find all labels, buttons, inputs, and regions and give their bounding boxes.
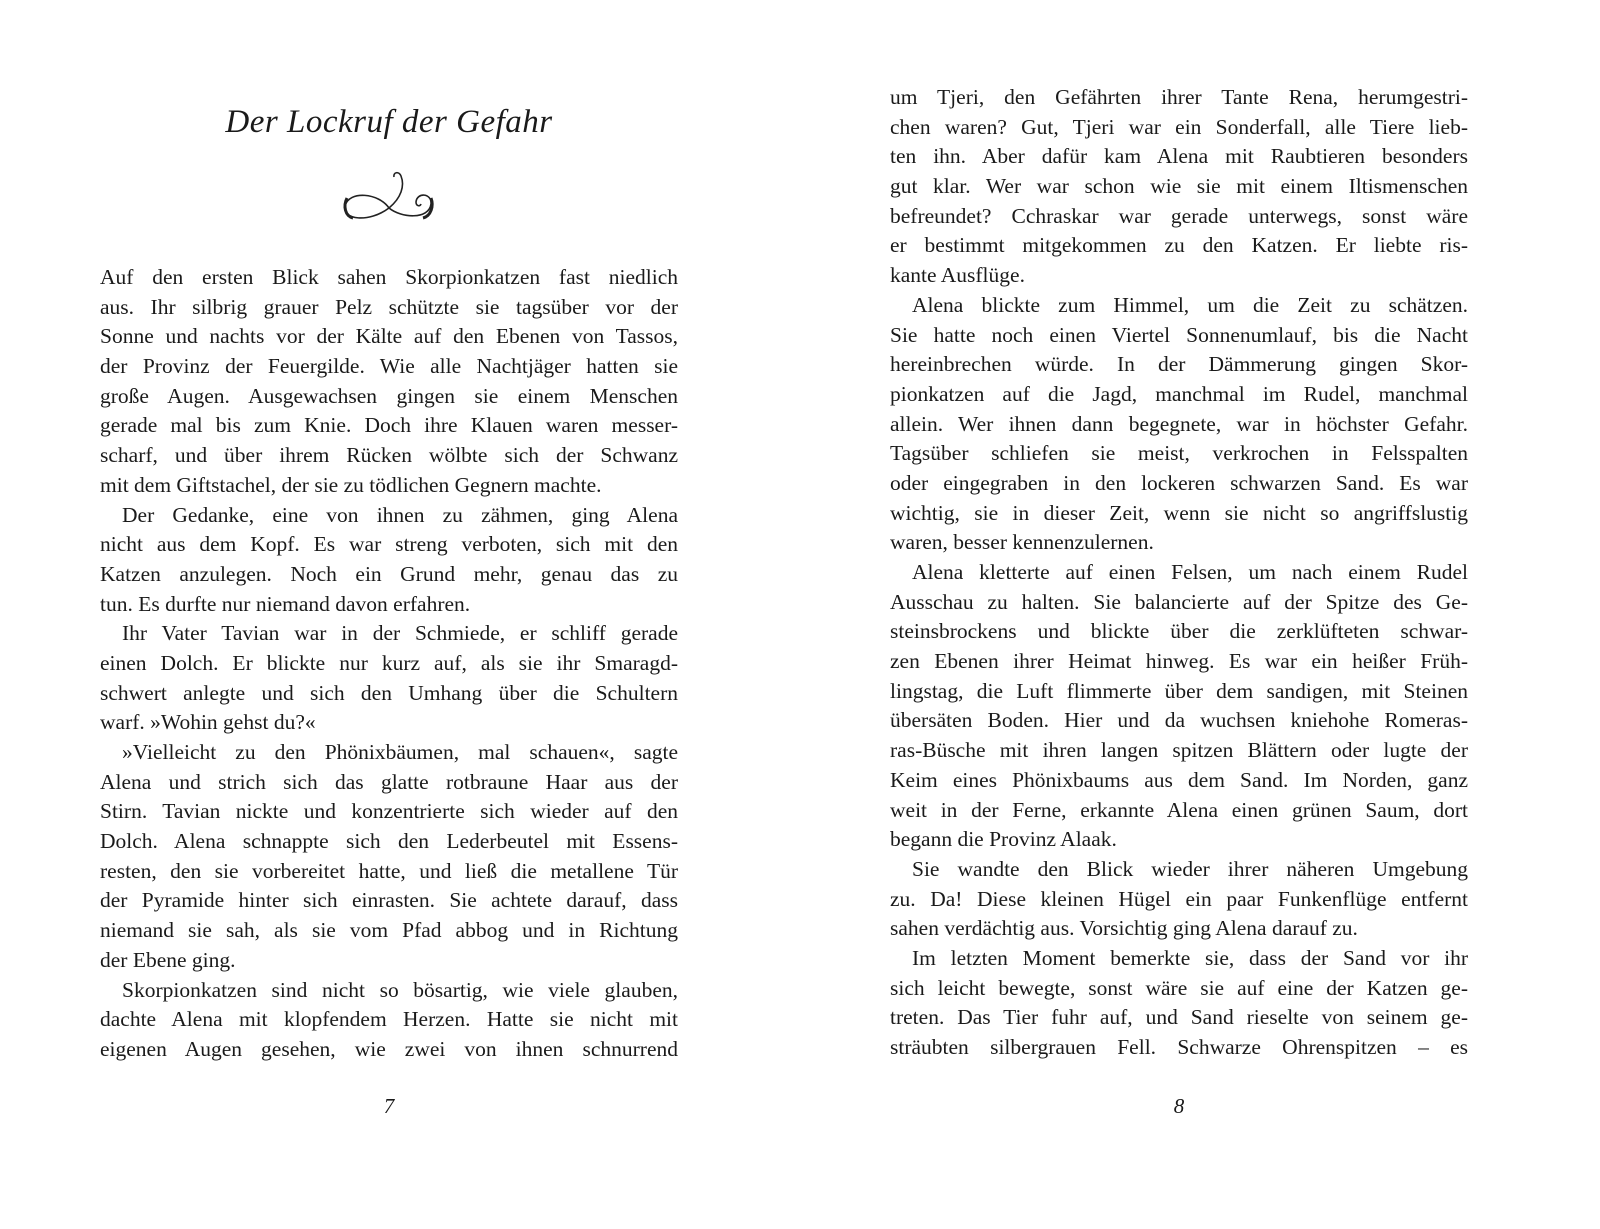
text-line: Sie hatte noch einen Viertel Sonnenumlauf, bis die Nacht [890,322,1468,347]
text-line: wichtig, sie in dieser Zeit, wenn sie nicht so angriffslustig [890,500,1468,525]
text-line: Skorpionkatzen sind nicht so bösartig, wie viele glauben, [122,977,678,1002]
text-line: allein. Wer ihnen dann begegnete, war in höchster Gefahr. [890,411,1468,436]
text-line: schwert anlegte und sich den Umhang über die Schultern [100,680,678,705]
text-line: dachte Alena mit klopfendem Herzen. Hatte sie nicht mit [100,1007,678,1032]
text-line: Sie wandte den Blick wieder ihrer näheren Umgebung [912,856,1468,881]
text-line: begann die Provinz Alaak. [890,827,1117,852]
text-line: Tagsüber schliefen sie meist, verkrochen in Felsspalten [890,441,1468,466]
text-line: nicht aus dem Kopf. Es war streng verboten, sich mit den [100,532,678,557]
text-line: sträubten silbergrauen Fell. Schwarze Ohrenspitzen – es [890,1035,1468,1059]
text-line: der Pyramide hinter sich einrasten. Sie achtete darauf, dass [100,888,678,913]
text-line: er bestimmt mitgekommen zu den Katzen. Er liebte ris- [890,233,1468,258]
text-line: zen Ebenen ihrer Heimat hinweg. Es war ein heißer Früh- [890,649,1468,674]
text-line: aus. Ihr silbrig grauer Pelz schützte sie tagsüber vor der [100,294,678,319]
text-line: gut klar. Wer war schon wie sie mit einem Iltismenschen [890,174,1468,199]
text-line: Stirn. Tavian nickte und konzentrierte sich wieder auf den [100,799,678,824]
text-line: Keim eines Phönixbaums aus dem Sand. Im Norden, ganz [890,767,1468,792]
page-number: 7 [383,1094,395,1118]
text-line: hereinbrechen würde. In der Dämmerung gingen Skor- [890,352,1468,377]
text-line: ten ihn. Aber dafür kam Alena mit Raubtieren besonders [890,144,1468,169]
text-line: lingstag, die Luft flimmerte über dem sandigen, mit Steinen [890,678,1468,703]
text-line: Im letzten Moment bemerkte sie, dass der Sand vor ihr [912,945,1468,970]
text-line: sich leicht bewegte, sonst wäre sie auf eine der Katzen ge- [890,975,1468,1000]
text-line: Sonne und nachts vor der Kälte auf den Ebenen von Tassos, [100,324,678,349]
text-line: weit in der Ferne, erkannte Alena einen grünen Saum, dort [890,797,1468,822]
text-line: steinsbrockens und blickte über die zerklüfteten schwar- [890,619,1468,644]
ornament-flourish-icon [339,168,439,228]
text-line: Dolch. Alena schnappte sich den Lederbeutel mit Essens- [100,829,678,854]
text-line: der Provinz der Feuergilde. Wie alle Nachtjäger hatten sie [100,354,678,379]
text-line: oder eingegraben in den lockeren schwarzen Sand. Es war [890,470,1468,495]
text-line: Alena und strich sich das glatte rotbraune Haar aus der [100,769,678,794]
text-line: Der Gedanke, eine von ihnen zu zähmen, ging Alena [122,502,678,527]
text-line: gerade mal bis zum Knie. Doch ihre Klauen waren messer- [100,413,678,438]
text-line: treten. Das Tier fuhr auf, und Sand rieselte von seinem ge- [890,1005,1468,1030]
text-line: Katzen anzulegen. Noch ein Grund mehr, genau das zu [100,561,678,586]
text-line: ras-Büsche mit ihren langen spitzen Blättern oder lugte der [890,738,1468,763]
text-line: scharf, und über ihrem Rücken wölbte sich der Schwanz [100,443,678,468]
text-line: große Augen. Ausgewachsen gingen sie einem Menschen [100,383,678,408]
text-line: einen Dolch. Er blickte nur kurz auf, als sie ihr Smaragd- [100,650,678,675]
text-line: kante Ausflüge. [890,263,1025,288]
text-line: resten, den sie vorbereitet hatte, und ließ die metallene Tür [100,858,678,883]
chapter-title: Der Lockruf der Gefahr [225,104,553,140]
text-line: »Vielleicht zu den Phönixbäumen, mal schauen«, sagte [122,740,678,764]
text-line: niemand sie sah, als sie vom Pfad abbog und in Richtung [100,918,678,943]
body-text [100,263,678,1065]
text-line: chen waren? Gut, Tjeri war ein Sonderfall, alle Tiere lieb- [890,114,1468,139]
text-line: Alena blickte zum Himmel, um die Zeit zu schätzen. [912,292,1468,317]
text-line: um Tjeri, den Gefährten ihrer Tante Rena, herumgestri- [890,85,1468,109]
text-line: Ihr Vater Tavian war in der Schmiede, er schliff gerade [122,621,678,646]
text-line: Auf den ersten Blick sahen Skorpionkatzen fast niedlich [100,265,678,289]
text-line: mit dem Giftstachel, der sie zu tödlichen Gegnern machte. [100,472,602,497]
page-number: 8 [1173,1094,1185,1118]
text-line: Alena kletterte auf einen Felsen, um nach einem Rudel [912,560,1468,584]
body-text [890,83,1468,1063]
text-line: warf. »Wohin gehst du?« [100,710,316,735]
text-line: befreundet? Cchraskar war gerade unterwegs, sonst wäre [890,203,1468,228]
text-line: eigenen Augen gesehen, wie zwei von ihnen schnurrend [100,1036,678,1061]
text-line: Ausschau zu halten. Sie balancierte auf der Spitze des Ge- [890,589,1468,614]
text-line: sahen verdächtig aus. Vorsichtig ging Alena darauf zu. [890,916,1358,941]
text-line: zu. Da! Diese kleinen Hügel ein paar Funkenflüge entfernt [890,886,1468,911]
text-line: übersäten Boden. Hier und da wuchsen kniehohe Romeras- [890,708,1468,733]
text-line: tun. Es durfte nur niemand davon erfahren. [100,591,471,616]
text-line: der Ebene ging. [100,947,236,972]
text-line: waren, besser kennenzulernen. [890,530,1154,555]
text-line: pionkatzen auf die Jagd, manchmal im Rudel, manchmal [890,381,1468,406]
